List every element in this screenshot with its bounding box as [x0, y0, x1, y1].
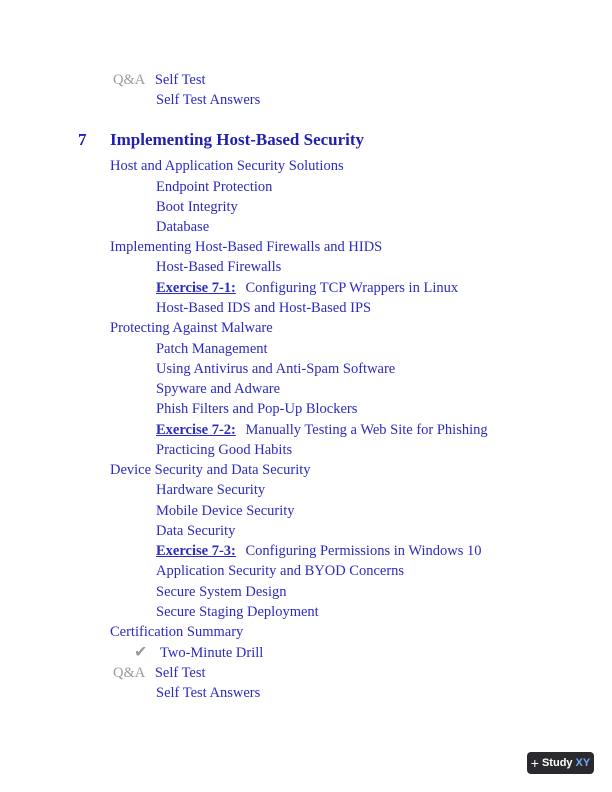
toc-item[interactable]: Practicing Good Habits	[156, 442, 293, 458]
exercise-row[interactable]	[156, 542, 481, 560]
toc-item[interactable]: Data Security	[156, 523, 236, 539]
section-title[interactable]: Certification Summary	[110, 624, 244, 640]
toc-item[interactable]: Host-Based IDS and Host-Based IPS	[156, 300, 372, 316]
exercise-title[interactable]: Configuring Permissions in Windows 10	[245, 543, 482, 559]
toc-item[interactable]: Database	[156, 219, 210, 235]
toc-item[interactable]: Hardware Security	[156, 482, 266, 498]
self-test-answers-link[interactable]: Self Test Answers	[156, 685, 261, 701]
toc-item[interactable]: Phish Filters and Pop-Up Blockers	[156, 401, 358, 417]
toc-qa-row[interactable]	[113, 664, 206, 682]
section-title[interactable]: Implementing Host-Based Firewalls and HIDS	[110, 239, 383, 255]
plus-icon: +	[530, 755, 539, 771]
chapter-title[interactable]: Implementing Host-Based Security	[110, 130, 365, 149]
qa-label: Q&A	[113, 72, 146, 88]
section-title[interactable]: Protecting Against Malware	[110, 320, 273, 336]
studyxy-badge[interactable]	[527, 752, 594, 774]
toc-item[interactable]: Application Security and BYOD Concerns	[156, 563, 405, 579]
self-test-answers-link[interactable]: Self Test Answers	[156, 92, 261, 108]
badge-brand: Study	[541, 757, 573, 769]
toc-item[interactable]: Mobile Device Security	[156, 503, 295, 519]
self-test-link[interactable]: Self Test	[154, 72, 206, 88]
toc-item[interactable]: Host-Based Firewalls	[156, 259, 282, 275]
section-title[interactable]: Device Security and Data Security	[110, 462, 311, 478]
toc-item[interactable]: Endpoint Protection	[156, 179, 273, 195]
exercise-title[interactable]: Configuring TCP Wrappers in Linux	[245, 280, 459, 296]
exercise-title[interactable]: Manually Testing a Web Site for Phishing	[245, 422, 488, 438]
checkmark-icon: ✔	[134, 644, 148, 661]
section-title[interactable]: Host and Application Security Solutions	[110, 158, 344, 174]
toc-item[interactable]: Secure Staging Deployment	[156, 604, 319, 620]
two-minute-drill-link[interactable]: Two-Minute Drill	[160, 645, 264, 661]
exercise-label[interactable]: Exercise 7-2:	[156, 422, 236, 438]
qa-label: Q&A	[113, 665, 146, 681]
exercise-row[interactable]	[156, 279, 458, 297]
badge-brand-accent: XY	[575, 757, 591, 769]
exercise-label[interactable]: Exercise 7-1:	[156, 280, 236, 296]
toc-item[interactable]: Boot Integrity	[156, 199, 238, 215]
exercise-label[interactable]: Exercise 7-3:	[156, 543, 236, 559]
chapter-number: 7	[78, 130, 87, 149]
exercise-row[interactable]	[156, 421, 488, 439]
toc-item[interactable]: Spyware and Adware	[156, 381, 281, 397]
toc-item[interactable]: Secure System Design	[156, 584, 287, 600]
toc-item[interactable]: Patch Management	[156, 341, 268, 357]
self-test-link[interactable]: Self Test	[154, 665, 206, 681]
toc-qa-row[interactable]	[113, 71, 206, 89]
toc-item[interactable]: Using Antivirus and Anti-Spam Software	[156, 361, 396, 377]
